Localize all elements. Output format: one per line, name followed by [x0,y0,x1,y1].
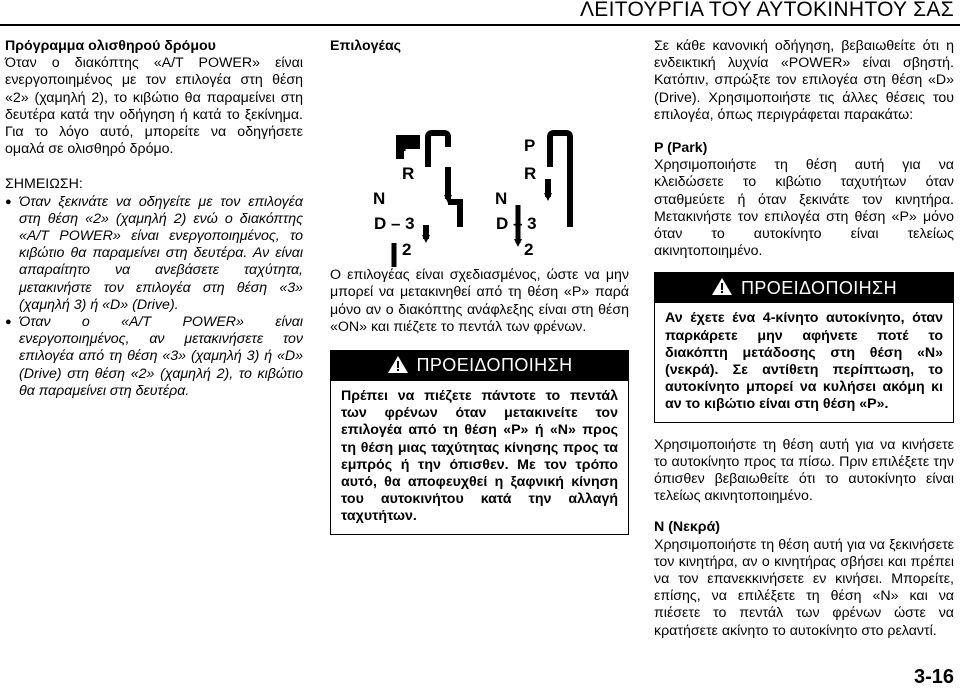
gate-label-r: R [524,164,537,184]
page-number: 3-16 [913,666,954,688]
paragraph-selector: Ο επιλογέας είναι σχεδιασμένος, ώστε να μην μπορεί να μετακινηθεί από τη θέση «P» παρά μόνο αν ο διακόπτης ανάφλεξης είναι στη θέση «ON» και πιέζετε το πεντάλ των φρένων. [330,267,629,335]
gate-label-n: N [495,189,508,209]
shift-gate-illustration [330,67,629,267]
note-item: ● Όταν ο «A/T POWER» είναι ενεργοποιημένος, αν μετακινήσετε τον επιλογέα από τη θέση «3» (χαμηλή 3) ή «D» (Drive) στη θέση «2» (χαμηλή 2), το κιβώτιο θα παραμείνει στη δευτέρα. [5,314,303,400]
gate-label-r: R [402,164,415,184]
column-right [654,38,954,640]
paragraph-reverse: Χρησιμοποιήστε τη θέση αυτή για να κινήσετε το αυτοκίνητο προς τα πίσω. Πριν επιλέξετε την όπισθεν βεβαιωθείτε ότι το αυτοκίνητο είναι τελείως ακινητοποιημένο. [654,436,954,505]
page-header-title: ΛΕΙΤΟΥΡΓΙΑ ΤΟΥ ΑΥΤΟΚΙΝΗΤΟΥ ΣΑΣ [579,0,954,21]
warning-text: Αν έχετε ένα 4-κίνητο αυτοκίνητο, όταν παρκάρετε μην αφήνετε ποτέ το διακόπτη μετάδοσης στη θέση «N» (νεκρά). Σε αντίθετη περίπτωση, το αυτοκίνητο μπορεί να κυλήσει ακόμη κι αν το κιβώτιο είναι στη θέση «P». [665,310,943,413]
header-rule [0,24,960,26]
warning-title: ΠΡΟΕΙΔΟΠΟΙΗΣΗ [416,355,573,376]
gate-label-l [524,264,534,267]
warning-box [330,350,629,535]
warning-text: Πρέπει να πιέζετε πάντοτε το πεντάλ των φρένων όταν μετακινείτε τον επιλογέα από τη θέση «P» ή «N» προς τη θέση μιας ταχύτητας κίνησης προς τα εμπρός ή την όπισθεν. Με τον τρόπο αυτό, θα αποφευχθεί η ξαφνική κίνηση του αυτοκινήτου κατά την αλλαγή ταχυτήτων. [341,388,618,525]
note-list [5,194,303,400]
gate-label-n: N [373,189,386,209]
paragraph-intro: Σε κάθε κανονική οδήγηση, βεβαιωθείτε ότι η ενδεικτική λυχνία «POWER» είναι σβηστή. Κατόπιν, σπρώξτε τον επιλογέα στη θέση «D» (Drive). Χρησιμοποιήστε τις άλλες θέσεις του επιλογέα, όπως περιγράφεται παρακάτω: [654,38,954,123]
gate-label-2: 2 [524,240,534,260]
gate-label-p: P [402,136,414,156]
gate-label-2: 2 [402,240,412,260]
gate-label-d3: D – 3 [496,214,537,234]
gate-label-l [402,264,412,267]
warning-banner [331,351,628,381]
column-left [5,38,303,400]
warning-banner [655,273,953,303]
shift-gate-diagram [330,67,629,267]
section-heading-selector: Επιλογέας [330,38,402,54]
note-item: ● Όταν ξεκινάτε να οδηγείτε με τον επιλογέα στη θέση «2» (χαμηλή 2) ενώ ο διακόπτης «A/T POWER» είναι ενεργοποιημένος, το κιβώτιο θα παραμείνει στη δευτέρα. Αν είναι απαραίτητο να ανεβάσετε ταχύτητα, μετακινήστε τον επιλογέα στη θέση «3» (χαμηλή 3) ή «D» (Drive). [5,194,303,314]
warning-box [654,272,954,422]
warning-triangle-icon [387,355,409,377]
section-heading-park: P (Park) [654,140,708,157]
column-middle [330,38,629,535]
shift-gate-right [495,133,570,267]
section-heading-slippery-road: Πρόγραμμα ολισθηρού δρόμου [5,38,216,54]
warning-triangle-icon [711,277,733,299]
section-heading-neutral: N (Νεκρά) [654,519,721,536]
gate-label-d3: D – 3 [374,214,415,234]
paragraph-park: Χρησιμοποιήστε τη θέση αυτή για να κλειδώσετε το κιβώτιο ταχυτήτων όταν σταθμεύετε ή όταν ξεκινάτε τον κινητήρα. Μετακινήστε τον επιλογέα στη θέση «P» μόνο όταν το αυτοκίνητο είναι τελείως ακινητοποιημένο. [654,157,954,260]
note-title: ΣΗΜΕΙΩΣΗ: [5,176,83,193]
paragraph-neutral: Χρησιμοποιήστε τη θέση αυτή για να ξεκινήσετε τον κινητήρα, αν ο κινητήρας σβήσει και πρέπει να τον επανεκκινήσετε εν κινήσει. Μπορείτε, επίσης, να επιλέξετε τη θέση «N» και να πιέσετε το πεντάλ των φρένων ώστε να κρατήσετε ακίνητο το αυτοκίνητο στο ρελαντί. [654,536,954,639]
gate-label-p: P [524,136,536,156]
shift-gate-left [373,133,460,267]
paragraph-slippery-road: Όταν ο διακόπτης «A/T POWER» είναι ενεργοποιημένος με τον επιλογέα στη θέση «2» (χαμηλή 2), το κιβώτιο θα παραμείνει στη δευτέρα κατά την οδήγηση ή κατά το ξεκίνημα. Για το λόγο αυτό, μπορείτε να οδηγήσετε ομαλά σε ολισθηρό δρόμο. [5,55,303,158]
warning-title: ΠΡΟΕΙΔΟΠΟΙΗΣΗ [741,277,897,298]
